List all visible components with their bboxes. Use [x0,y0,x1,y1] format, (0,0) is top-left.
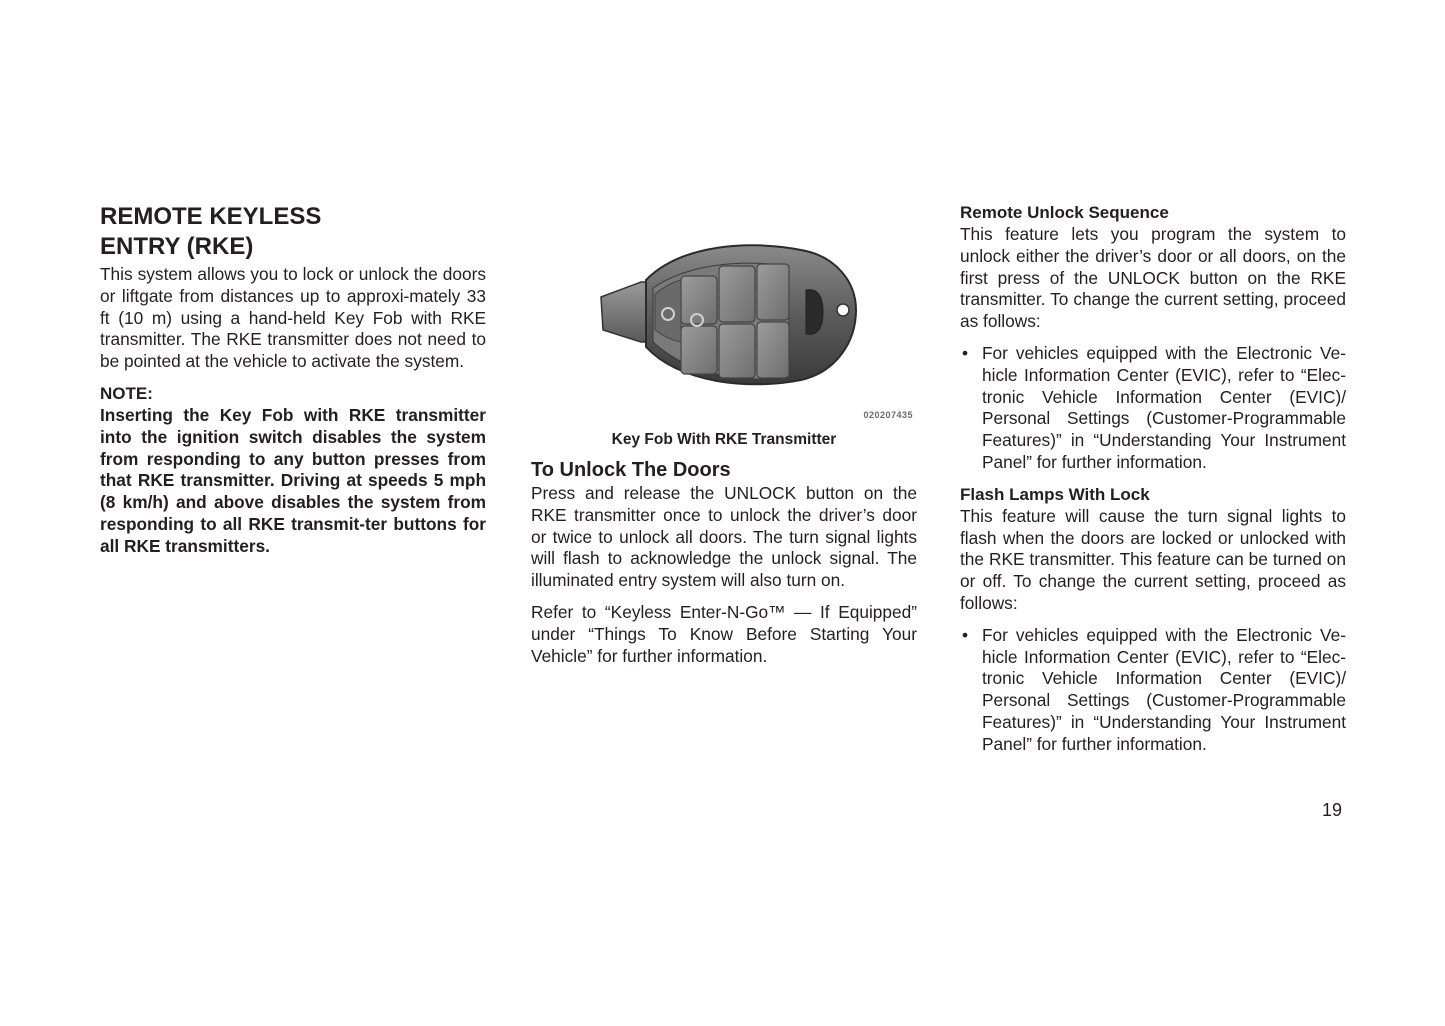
column-right [960,202,1346,756]
fob-button [719,324,755,378]
list-item [960,343,1346,474]
keyless-enter-reference: Refer to “Keyless Enter-N-Go™ — If Equipped” under “Things To Know Before Starting Your Vehicle” for further information. [531,601,917,666]
list-item [960,625,1346,756]
column-left [100,202,486,558]
fob-button [681,326,717,374]
remote-unlock-list [960,343,1346,474]
key-fob-figure [531,202,917,430]
flash-lamps-list [960,625,1346,756]
fob-button [681,276,717,324]
key-fob-illustration [531,202,917,430]
bullet-icon: • [962,624,969,645]
fob-button [757,264,789,320]
note-label: NOTE: [100,383,153,403]
flash-lamps-paragraph: This feature will cause the turn signal lights to flash when the doors are locked or unlocked with the RKE transmitter. This feature can be turned on or off. To change the current setting, proceed as follows: [960,505,1346,613]
page-number: 19 [1322,800,1343,820]
fob-button [719,266,755,322]
section-title [100,202,486,262]
flash-lamps-heading: Flash Lamps With Lock [960,484,1150,504]
fob-panic-slot [806,290,823,335]
unlock-doors-heading: To Unlock The Doors [531,459,731,481]
fob-button [757,322,789,378]
list-item-text: For vehicles equipped with the Electronic Ve-hicle Information Center (EVIC), refer to “Elec-tronic Vehicle Information Center (EVIC)/ Personal Settings (Customer-Programmable Features)” in “Understanding Your Instrument Panel” for further information. [982,624,1346,754]
column-middle [531,202,917,667]
intro-paragraph: This system allows you to lock or unlock the doors or liftgate from distances up to approxi-mately 33 ft (10 m) using a hand-held Key Fob with RKE transmitter. The RKE transmitter does not need to be pointed at the vehicle to activate the system. [100,264,486,372]
section-title-line1: REMOTE KEYLESS [100,203,322,230]
section-title-line2: ENTRY (RKE) [100,233,254,260]
unlock-doors-paragraph: Press and release the UNLOCK button on the RKE transmitter once to unlock the driver’s door or twice to unlock all doors. The turn signal lights will flash to acknowledge the unlock signal. The illuminated entry system will also turn on. [531,483,917,591]
list-item-text: For vehicles equipped with the Electronic Ve-hicle Information Center (EVIC), refer to “Elec-tronic Vehicle Information Center (EVIC)/ Personal Settings (Customer-Programmable Features)” in “Understanding Your Instrument Panel” for further information. [982,342,1346,472]
remote-unlock-heading: Remote Unlock Sequence [960,203,1169,222]
remote-unlock-paragraph: This feature lets you program the system to unlock either the driver’s door or all doors, on the first press of the UNLOCK button on the RKE transmitter. To change the current setting, proceed as follows: [960,224,1346,332]
fob-ring-hole [837,304,849,316]
figure-caption: Key Fob With RKE Transmitter [611,431,837,448]
figure-id: 020207435 [863,410,913,420]
note-text: Inserting the Key Fob with RKE transmitter into the ignition switch disables the system from responding to any button presses from that RKE transmitter. Driving at speeds 5 mph (8 km/h) and above disables the system from responding to all RKE transmit-ter buttons for all RKE transmitters. [100,404,486,556]
bullet-icon: • [962,342,969,363]
